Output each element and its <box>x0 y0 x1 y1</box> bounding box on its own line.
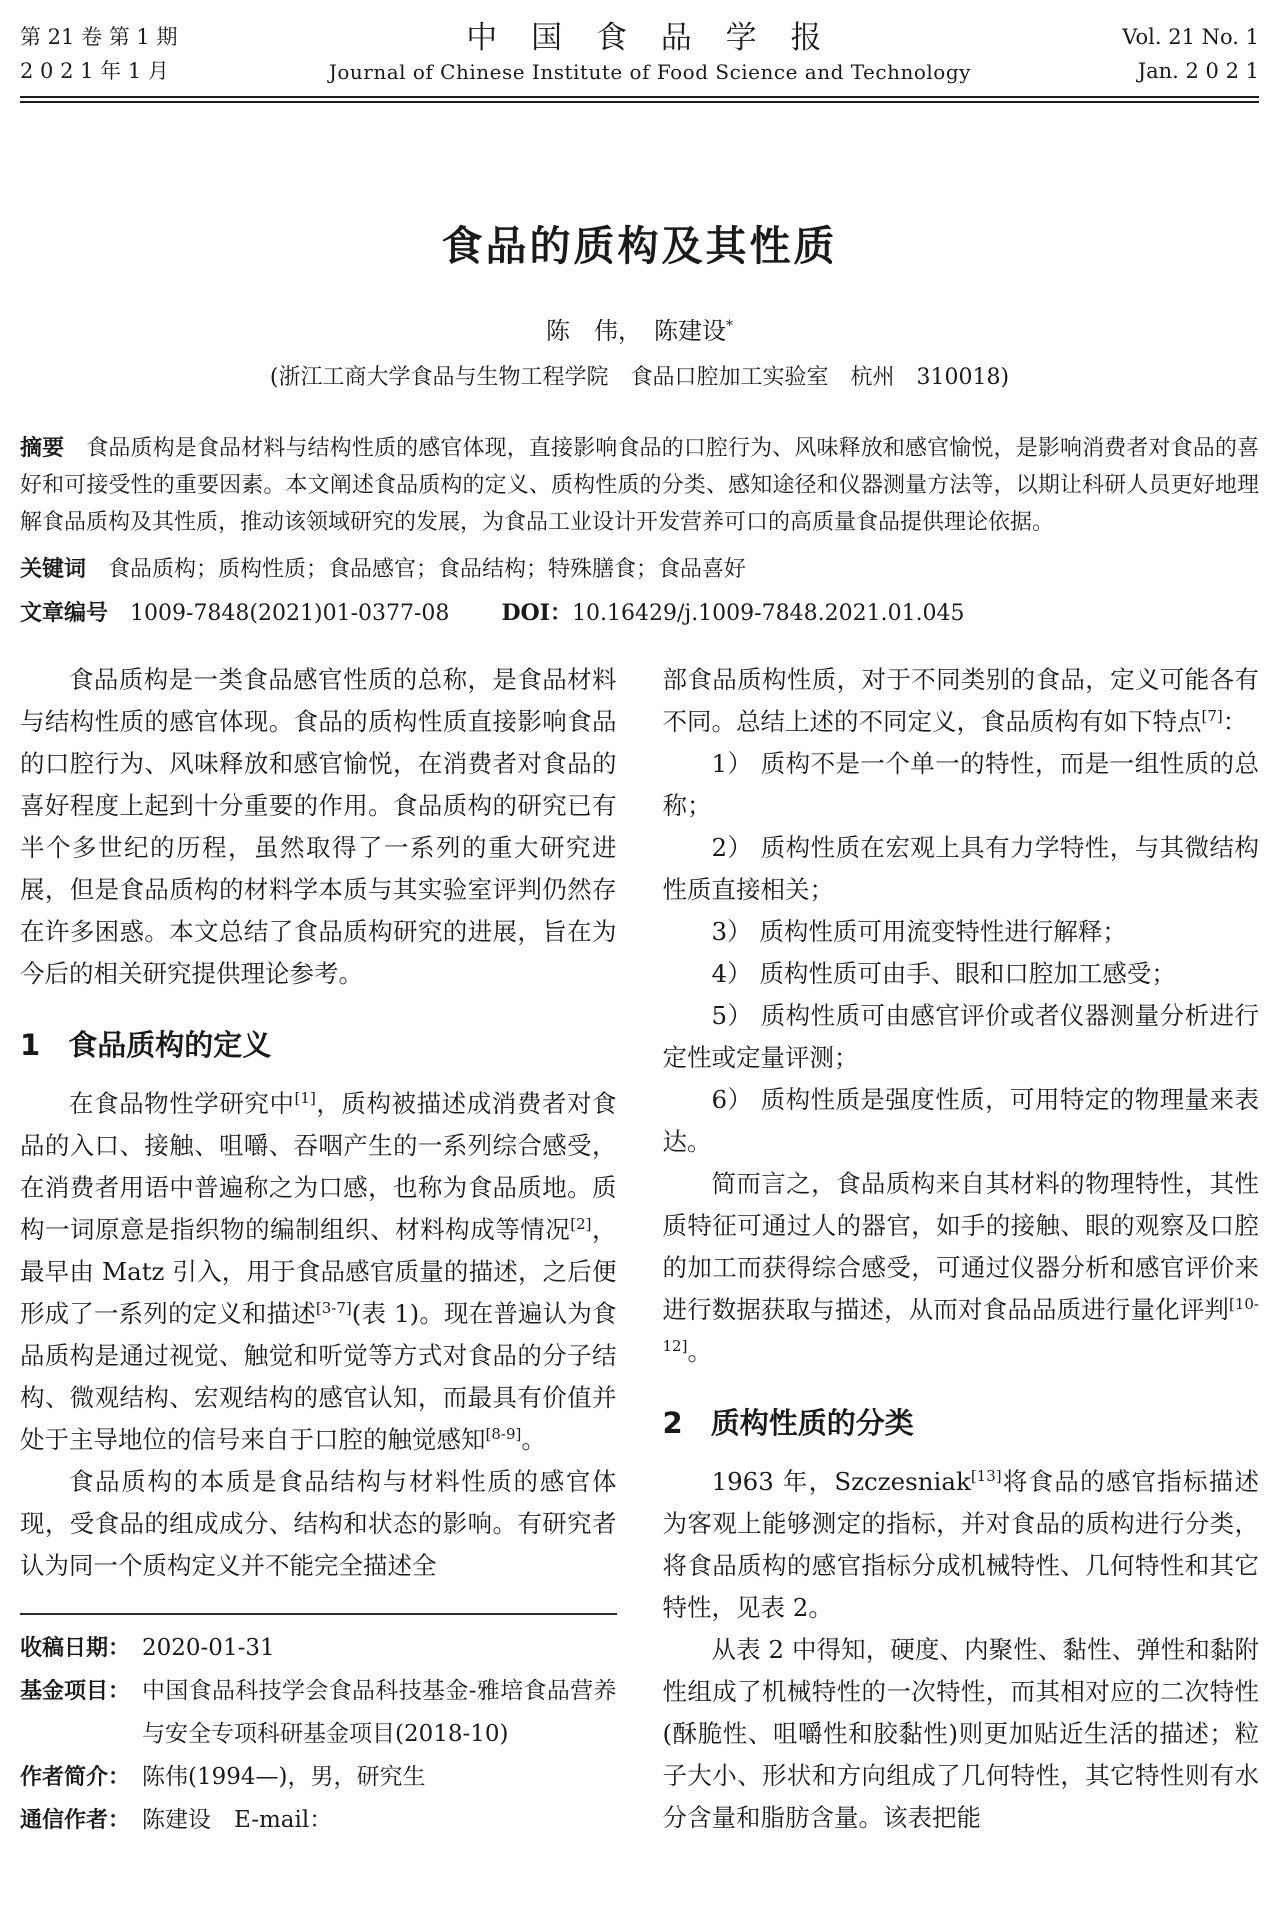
right-column <box>663 659 1260 1839</box>
article-number-block <box>20 598 1259 629</box>
volume-issue-cn: 第 21 卷 第 1 期 <box>20 25 178 49</box>
citation-ref: [10-12] <box>662 1294 1259 1355</box>
keywords-text: 食品质构；质构性质；食品感官；食品结构；特殊膳食；食品喜好 <box>108 557 747 582</box>
paragraph-1963: 1963 年，Szczesniak[13]将食品的感官指标描述为客观上能够测定的指标，并对食品的质构进行分类，将食品质构的感官指标分成机械特性、几何特性和其它特性，见表 2。 <box>662 1466 1260 1622</box>
masthead-center <box>177 20 1122 88</box>
footnote-block <box>20 1613 617 1842</box>
paragraph-continuation: 部食品质构性质，对于不同类别的食品，定义可能各有不同。总结上述的不同定义，食品质构有如下特点[7]： <box>662 665 1259 736</box>
date-en: Jan. 2 0 2 1 <box>1137 59 1259 83</box>
section-heading-2 <box>663 1403 1260 1443</box>
paragraph-intro: 食品质构是一类食品感官性质的总称，是食品材料与结构性质的感官体现。食品的质构性质直接影响食品的口腔行为、风味释放和感官愉悦，在消费者对食品的喜好程度上起到十分重要的作用。食品质构的研究已有半个多世纪的历程，虽然取得了一系列的重大研究进展，但是食品质构的材料学本质与其实验室评判仍然存在许多困惑。本文总结了食品质构研究的进展，旨在为今后的相关研究提供理论参考。 <box>20 665 617 988</box>
list-item-2: 2） 质构性质在宏观上具有力学特性，与其微结构性质直接相关； <box>662 833 1259 904</box>
corresponding-author-mark: * <box>726 318 733 334</box>
keywords-label: 关键词 <box>20 557 87 582</box>
section-heading-1 <box>20 1025 617 1065</box>
citation-ref: [3-7] <box>315 1298 352 1317</box>
footnote-label: 收稿日期： <box>20 1636 131 1661</box>
vol-no-en: Vol. 21 No. 1 <box>1122 25 1259 49</box>
article-title: 食品的质构及其性质 <box>441 222 838 270</box>
citation-ref: [1] <box>294 1088 316 1107</box>
author-line <box>20 311 1259 346</box>
doi-value: 10.16429/j.1009-7848.2021.01.045 <box>571 601 965 626</box>
masthead-right <box>1122 20 1259 88</box>
footnote-value: 中国食品科技学会食品科技基金-雅培食品营养与安全专项科研基金项目(2018-10) <box>142 1678 617 1747</box>
keywords-block <box>20 555 1259 585</box>
article-number-label: 文章编号 <box>20 601 109 626</box>
footnote-label: 作者简介： <box>20 1765 131 1790</box>
paragraph-definition-1: 在食品物性学研究中[1]，质构被描述成消费者对食品的入口、接触、咀嚼、吞咽产生的一系列综合感受，在消费者用语中普遍称之为口感，也称为食品质地。质构一词原意是指织物的编制组织、材料构成等情况[2]，最早由 Matz 引入，用于食品感官质量的描述，之后便形成了一系列的定义和描述[3-7](表 1)。现在普遍认为食品质构是通过视觉、触觉和听觉等方式对食品的分子结构、微观结构、宏观结构的感官认知，而最具有价值并处于主导地位的信号来自于口腔的触觉感知[8-9]。 <box>20 1088 617 1454</box>
paragraph-summary: 简而言之，食品质构来自其材料的物理特性，其性质特征可通过人的器官，如手的接触、眼的观察及口腔的加工而获得综合感受，可通过仪器分析和感官评价来进行数据获取与描述，从而对食品品质进行量化评判[10-12]。 <box>662 1169 1259 1366</box>
citation-ref: [2] <box>570 1214 592 1233</box>
list-item-3: 3） 质构性质可用流变特性进行解释； <box>711 917 1127 946</box>
list-item-4: 4） 质构性质可由手、眼和口腔加工感受； <box>711 959 1176 988</box>
doi-label: DOI： <box>501 600 572 626</box>
article-number-value: 1009-7848(2021)01-0377-08 <box>130 601 450 626</box>
body-columns <box>20 659 1259 1842</box>
masthead-left <box>20 20 177 88</box>
abstract-text: 食品质构是食品材料与结构性质的感官体现，直接影响食品的口腔行为、风味释放和感官愉悦，是影响消费者对食品的喜好和可接受性的重要因素。本文阐述食品质构的定义、质构性质的分类、感知途径和仪器测量方法等，以期让科研人员更好地理解食品质构及其性质，推动该领域研究的发展，为食品工业设计开发营养可口的高质量食品提供理论依据。 <box>20 436 1259 535</box>
section-number: 2 <box>662 1406 683 1440</box>
paragraph-definition-2: 食品质构的本质是食品结构与材料性质的感官体现，受食品的组成成分、结构和状态的影响。有研究者认为同一个质构定义并不能完全描述全 <box>20 1467 617 1580</box>
section-title: 食品质构的定义 <box>68 1028 272 1062</box>
footnote-value: 陈伟(1994—)，男，研究生 <box>142 1764 426 1790</box>
journal-title-en: Journal of Chinese Institute of Food Science and Technology <box>328 60 971 84</box>
list-item-6: 6） 质构性质是强度性质，可用特定的物理量来表达。 <box>662 1085 1259 1156</box>
masthead-double-rule <box>20 96 1259 103</box>
footnote-author-bio <box>20 1756 617 1799</box>
footnote-corresponding-author <box>20 1799 617 1842</box>
journal-masthead <box>20 20 1259 88</box>
footnote-label: 通信作者： <box>20 1808 131 1833</box>
date-cn: 2 0 2 1 年 1 月 <box>20 59 169 83</box>
footnote-fund-project <box>20 1670 617 1756</box>
paragraph-table2: 从表 2 中得知，硬度、内聚性、黏性、弹性和黏附性组成了机械特性的一次特性，而其相对应的二次特性(酥脆性、咀嚼性和胶黏性)则更加贴近生活的描述；粒子大小、形状和方向组成了几何特性，其它特性则有水分含量和脂肪含量。该表把能 <box>662 1635 1259 1832</box>
author-names: 陈 伟， 陈建设 <box>546 317 726 345</box>
citation-ref: [13] <box>970 1466 1002 1485</box>
abstract-label: 摘要 <box>20 436 65 461</box>
citation-ref: [8-9] <box>485 1424 522 1443</box>
abstract-block <box>20 430 1259 541</box>
footnote-label: 基金项目： <box>20 1679 131 1704</box>
left-column <box>20 659 617 1842</box>
section-title: 质构性质的分类 <box>710 1406 914 1440</box>
footnote-received-date <box>20 1627 617 1670</box>
list-item-5: 5） 质构性质可由感官评价或者仪器测量分析进行定性或定量评测； <box>662 1001 1259 1072</box>
footnote-value: 2020-01-31 <box>142 1635 275 1661</box>
journal-title-cn: 中 国 食 品 学 报 <box>466 20 834 56</box>
section-number: 1 <box>20 1028 41 1062</box>
affiliation: (浙江工商大学食品与生物工程学院 食品口腔加工实验室 杭州 310018) <box>269 365 1010 390</box>
footnote-value: 陈建设 E-mail： <box>142 1807 333 1833</box>
citation-ref: [7] <box>1201 706 1223 725</box>
list-item-1: 1） 质构不是一个单一的特性，而是一组性质的总称； <box>662 749 1259 820</box>
